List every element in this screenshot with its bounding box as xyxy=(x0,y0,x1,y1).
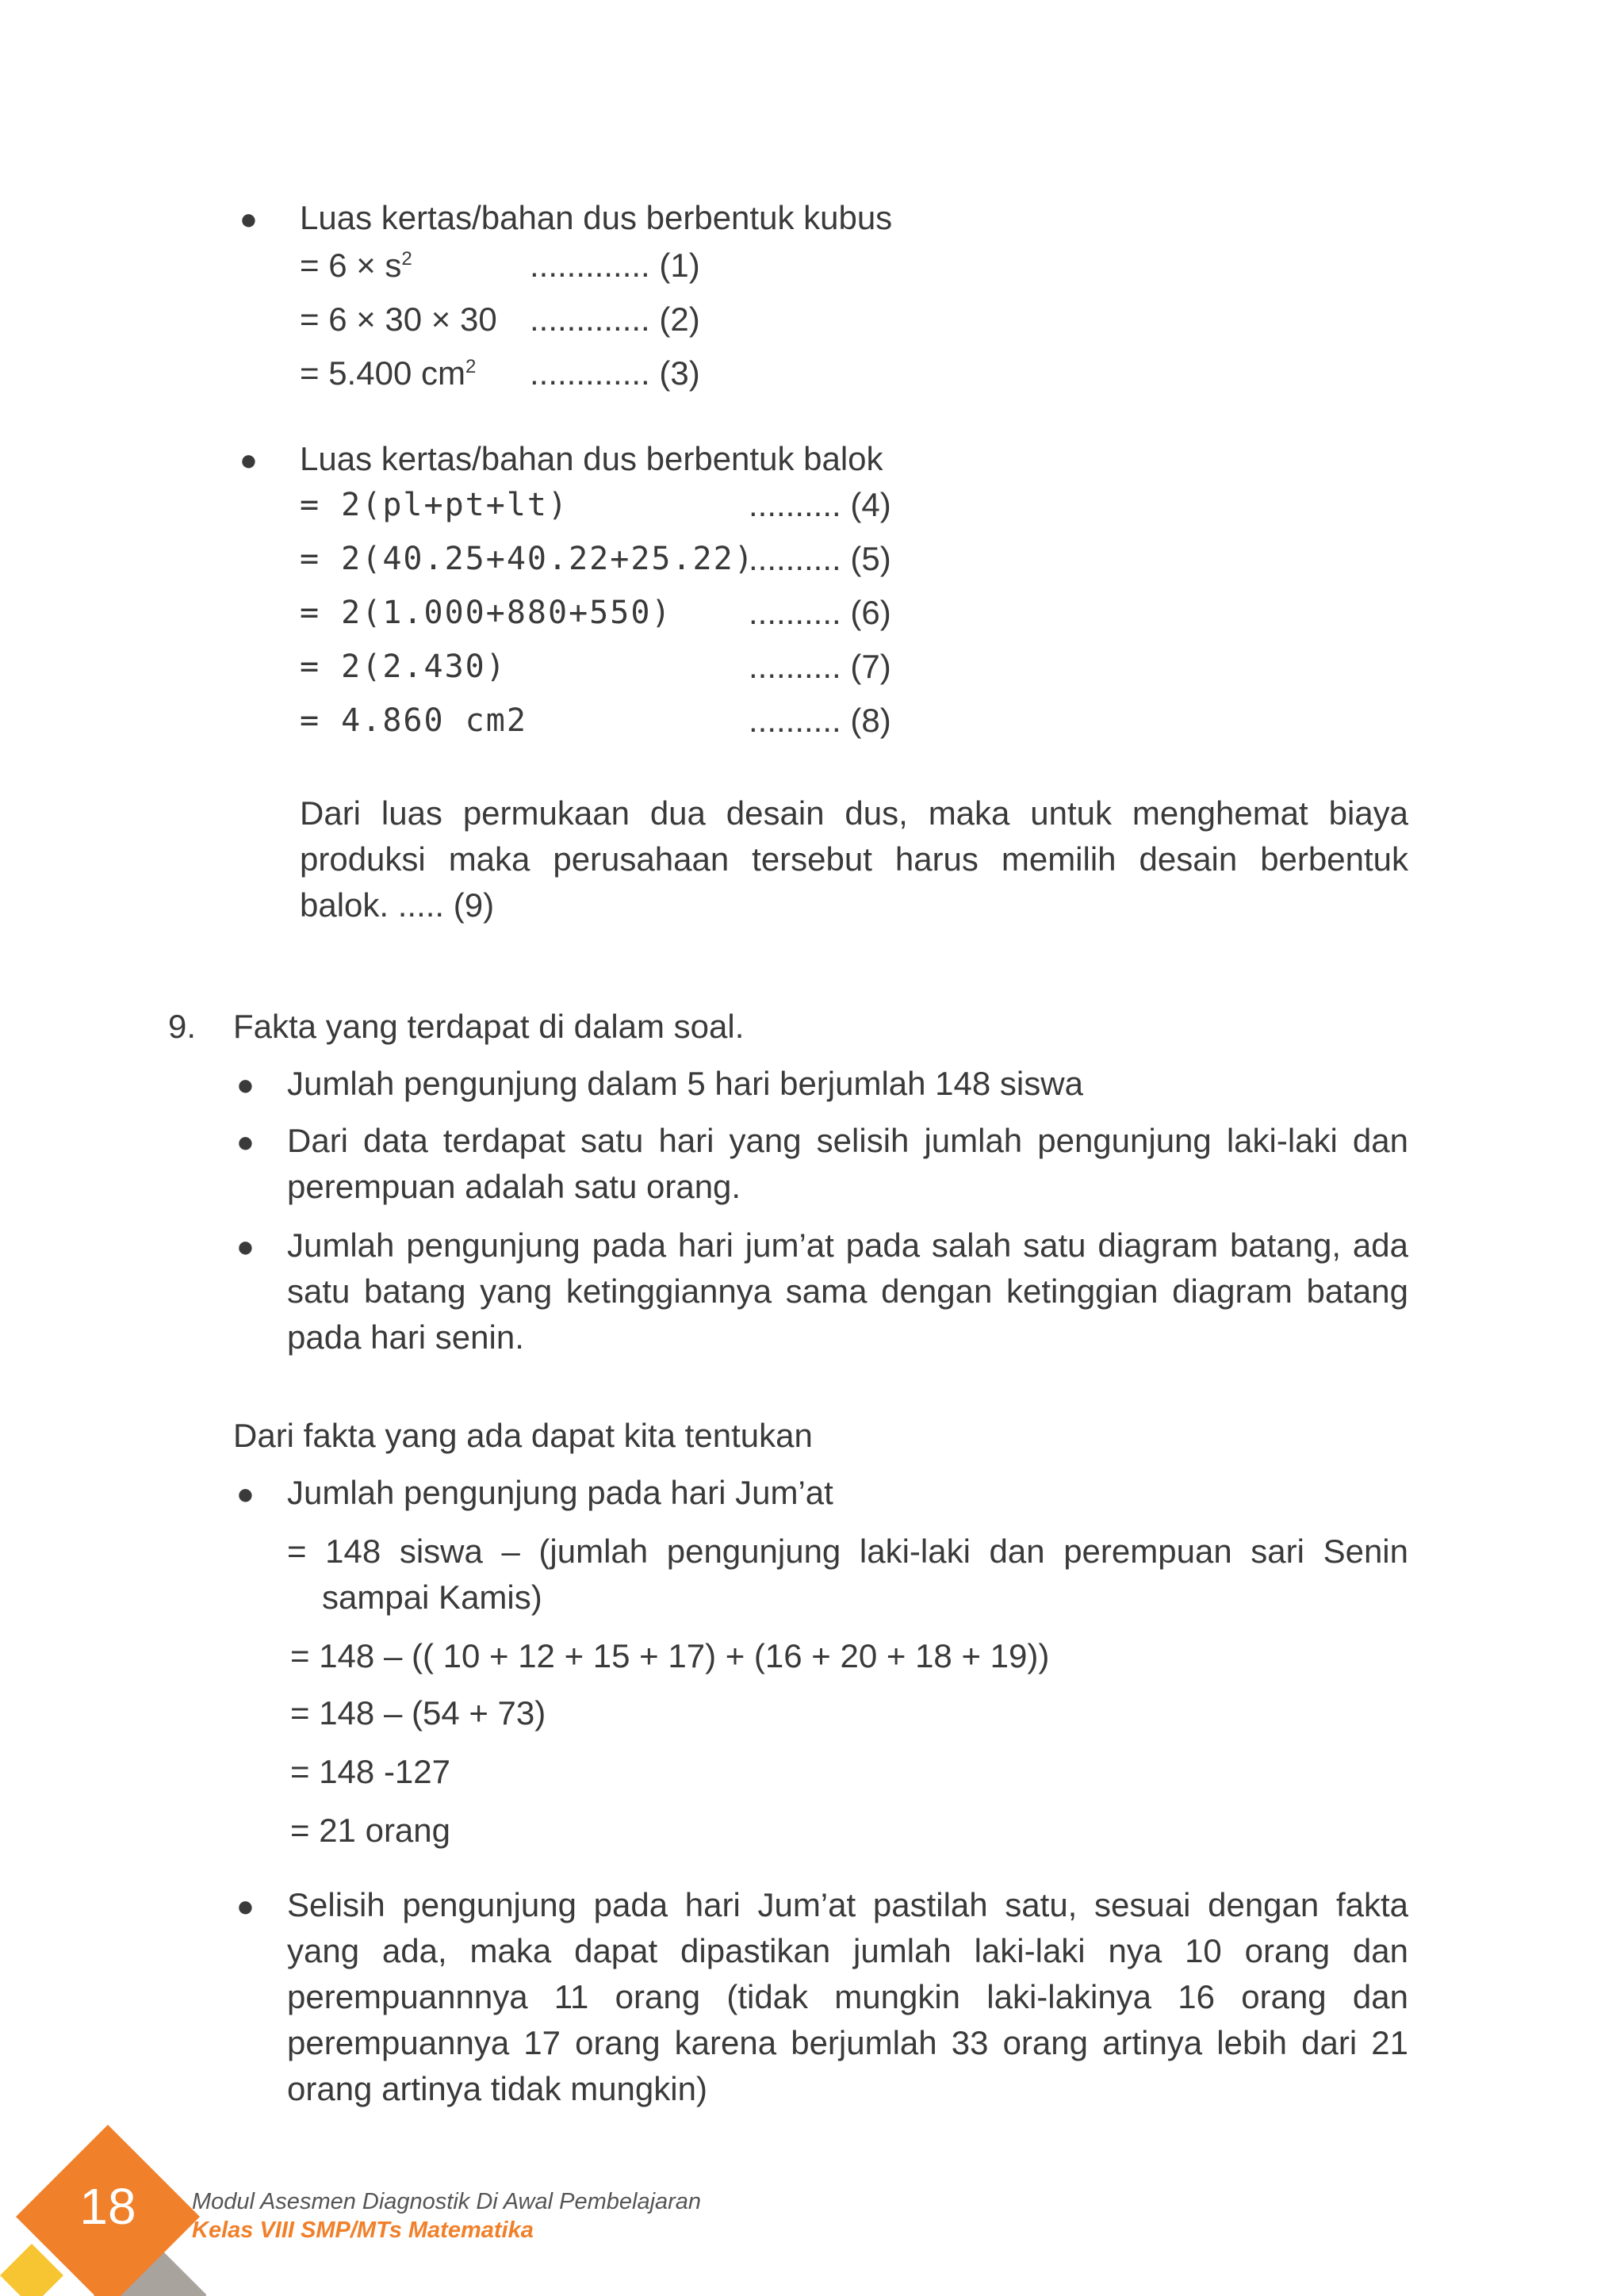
cube-ref-3: ............. (3) xyxy=(530,354,700,392)
block-conclusion: Dari luas permukaan dua desain dus, maka untuk menghemat biaya produksi maka perusahaan tersebut harus memilih desain berbentuk balok. ..... (9) xyxy=(300,794,1408,924)
friday-eq-2: = 148 – (( 10 + 12 + 15 + 17) + (16 + 20 + 18 + 19)) xyxy=(290,1637,1050,1674)
friday-eq-1: = 148 siswa – (jumlah pengunjung laki-laki dan perempuan sari Senin sampai Kamis) xyxy=(287,1533,1408,1616)
fact-2: Dari data terdapat satu hari yang selisih jumlah pengunjung laki-laki dan perempuan adalah satu orang. xyxy=(287,1122,1408,1205)
difference-text: Selisih pengunjung pada hari Jum’at pastilah satu, sesuai dengan fakta yang ada, maka dapat dipastikan jumlah laki-laki nya 10 orang dan perempuannnya 11 orang (tidak mungkin laki-lakinya 16 orang dan perempuannya 17 orang karena berjumlah 33 orang artinya lebih dari 21 orang artinya tidak mungkin) xyxy=(287,1886,1408,2107)
cube-eq-2: = 6 × 30 × 30 xyxy=(300,300,497,338)
cube-eq-3: = 5.400 $cm^2$ xyxy=(300,354,477,392)
block-ref-8: .......... (8) xyxy=(749,702,891,739)
friday-title: Jumlah pengunjung pada hari Jum’at xyxy=(287,1474,833,1511)
bullet-icon: ● xyxy=(236,1230,255,1264)
block-ref-5: .......... (5) xyxy=(749,540,891,577)
bullet-icon: ● xyxy=(236,1126,255,1159)
q9-number: 9. xyxy=(168,1008,197,1045)
friday-eq-4: = 148 -127 xyxy=(290,1753,451,1790)
q9-heading: Fakta yang terdapat di dalam soal. xyxy=(233,1008,745,1045)
footer-title: Modul Asesmen Diagnostik Di Awal Pembelajaran xyxy=(192,2189,702,2214)
cube-title: Luas kertas/bahan dus berbentuk kubus xyxy=(300,199,893,236)
block-eq-7: = 2(2.430) xyxy=(300,649,507,685)
bullet-icon: ● xyxy=(239,444,258,477)
derive-intro: Dari fakta yang ada dapat kita tentukan xyxy=(233,1417,813,1454)
cube-ref-2: ............. (2) xyxy=(530,300,700,338)
fact-1: Jumlah pengunjung dalam 5 hari berjumlah 148 siswa xyxy=(287,1065,1083,1102)
block-ref-4: .......... (4) xyxy=(749,486,891,523)
block-eq-6: = 2(1.000+880+550) xyxy=(300,595,672,631)
friday-eq-3: = 148 – (54 + 73) xyxy=(290,1694,546,1732)
block-ref-7: .......... (7) xyxy=(749,648,891,685)
block-eq-8: = 4.860 cm2 xyxy=(300,702,527,739)
friday-eq-5: = 21 orang xyxy=(290,1812,451,1849)
block-title: Luas kertas/bahan dus berbentuk balok xyxy=(300,440,883,477)
cube-ref-1: ............. (1) xyxy=(530,247,700,284)
bullet-icon: ● xyxy=(236,1478,255,1511)
cube-eq-1: = $6 \times s^2$ xyxy=(300,247,412,284)
block-eq-4: = 2(pl+pt+lt) xyxy=(300,487,569,523)
bullet-icon: ● xyxy=(236,1890,255,1923)
footer-subtitle: Kelas VIII SMP/MTs Matematika xyxy=(192,2218,534,2243)
page-number: 18 xyxy=(79,2178,136,2235)
fact-3: Jumlah pengunjung pada hari jum’at pada salah satu diagram batang, ada satu batang yang ketinggiannya sama dengan ketinggian diagram batang pada hari senin. xyxy=(287,1226,1408,1356)
bullet-icon: ● xyxy=(236,1069,255,1102)
block-eq-5: = 2(40.25+40.22+25.22) xyxy=(300,541,755,577)
block-ref-6: .......... (6) xyxy=(749,594,891,631)
bullet-icon: ● xyxy=(239,203,258,236)
